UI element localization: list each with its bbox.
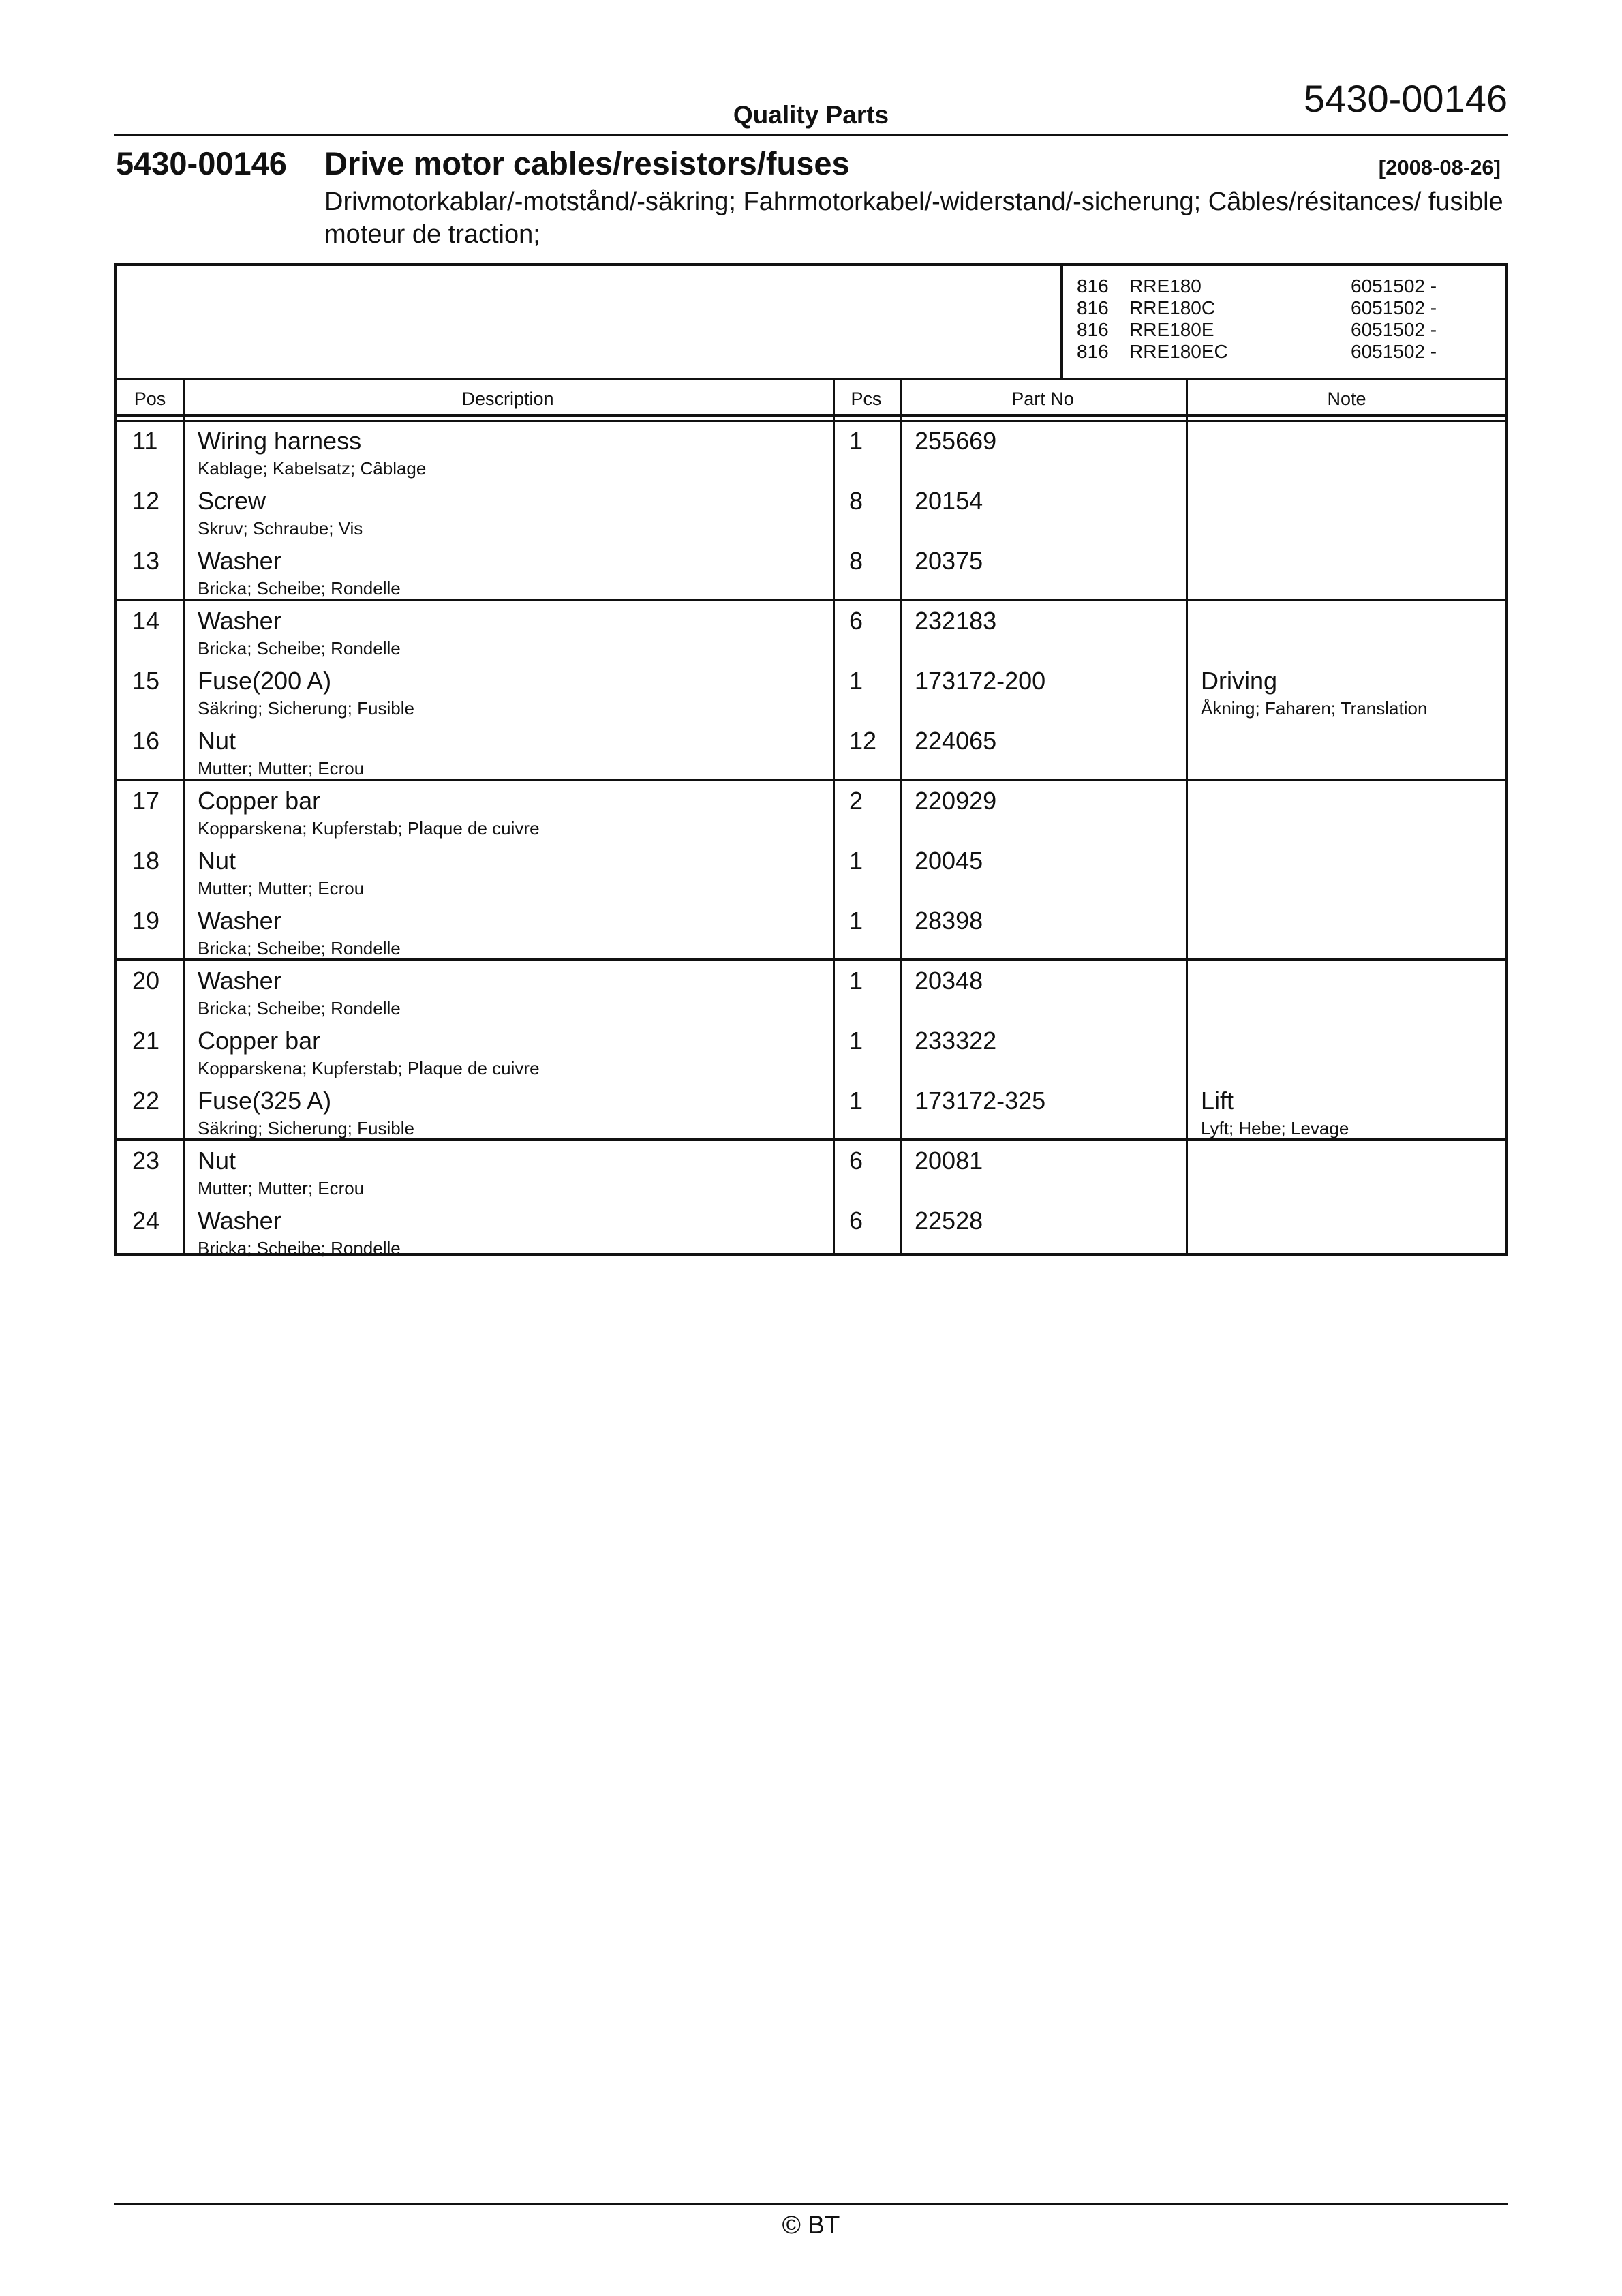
- row-description: Fuse(200 A): [198, 667, 332, 695]
- row-part-no: 20081: [915, 1147, 983, 1175]
- row-part-no: 233322: [915, 1027, 997, 1055]
- row-pos: 18: [132, 847, 160, 875]
- col-divider: [900, 378, 902, 1256]
- row-pos: 24: [132, 1207, 160, 1235]
- header-top-rule: [117, 378, 1505, 380]
- row-pcs: 1: [849, 1027, 863, 1055]
- row-part-no: 22528: [915, 1207, 983, 1235]
- col-header-note: Note: [1327, 389, 1366, 409]
- row-description: Nut: [198, 727, 236, 755]
- header-bottom-rule-2: [117, 420, 1505, 422]
- col-divider: [1186, 378, 1188, 1256]
- document-title: Drive motor cables/resistors/fuses: [324, 145, 850, 181]
- row-part-no: 20045: [915, 847, 983, 875]
- row-description: Nut: [198, 847, 236, 875]
- document-date: [2008-08-26]: [1378, 155, 1501, 179]
- row-description: Copper bar: [198, 787, 321, 815]
- row-pos: 16: [132, 727, 160, 755]
- model-code: 816: [1077, 275, 1109, 297]
- parts-table: [114, 263, 1508, 1256]
- row-pcs: 1: [849, 667, 863, 695]
- row-description-translations: Bricka; Scheibe; Rondelle: [198, 638, 401, 659]
- row-part-no: 173172-325: [915, 1087, 1046, 1115]
- col-header-pos: Pos: [134, 389, 166, 409]
- row-pcs: 1: [849, 967, 863, 995]
- row-description-translations: Bricka; Scheibe; Rondelle: [198, 578, 401, 599]
- row-description: Wiring harness: [198, 427, 362, 455]
- col-divider: [183, 378, 185, 1256]
- row-description: Washer: [198, 547, 281, 575]
- col-header-part-no: Part No: [1011, 389, 1074, 409]
- model-serial: 6051502 -: [1351, 319, 1437, 340]
- row-part-no: 232183: [915, 607, 997, 635]
- row-part-no: 20154: [915, 487, 983, 515]
- row-description: Copper bar: [198, 1027, 321, 1055]
- header-title: Quality Parts: [733, 101, 889, 129]
- row-part-no: 20348: [915, 967, 983, 995]
- row-part-no: 173172-200: [915, 667, 1046, 695]
- row-description: Screw: [198, 487, 266, 515]
- row-description-translations: Säkring; Sicherung; Fusible: [198, 1118, 414, 1138]
- row-part-no: 220929: [915, 787, 997, 815]
- footer-rule: [114, 2203, 1508, 2205]
- col-divider: [833, 378, 835, 1256]
- row-description-translations: Mutter; Mutter; Ecrou: [198, 758, 365, 779]
- row-description-translations: Mutter; Mutter; Ecrou: [198, 878, 365, 898]
- row-part-no: 255669: [915, 427, 997, 455]
- row-pcs: 1: [849, 427, 863, 455]
- row-note: Driving: [1201, 667, 1278, 695]
- row-part-no: 20375: [915, 547, 983, 575]
- row-pcs: 8: [849, 487, 863, 515]
- model-serial: 6051502 -: [1351, 297, 1437, 318]
- header-bottom-rule: [117, 414, 1505, 417]
- row-description: Nut: [198, 1147, 236, 1175]
- row-description-translations: Bricka; Scheibe; Rondelle: [198, 938, 401, 958]
- model-code: 816: [1077, 297, 1109, 318]
- row-pcs: 1: [849, 847, 863, 875]
- row-pos: 19: [132, 907, 160, 935]
- row-note-translations: Åkning; Faharen; Translation: [1201, 698, 1428, 719]
- col-header-description: Description: [461, 389, 554, 409]
- models-divider: [1060, 266, 1063, 378]
- model-serial: 6051502 -: [1351, 275, 1437, 297]
- row-pcs: 1: [849, 1087, 863, 1115]
- row-description-translations: Säkring; Sicherung; Fusible: [198, 698, 414, 719]
- model-code: 816: [1077, 319, 1109, 340]
- row-pos: 20: [132, 967, 160, 995]
- row-pcs: 2: [849, 787, 863, 815]
- col-header-pcs: Pcs: [851, 389, 882, 409]
- model-name: RRE180EC: [1129, 341, 1228, 362]
- row-description-translations: Bricka; Scheibe; Rondelle: [198, 998, 401, 1018]
- row-description: Washer: [198, 1207, 281, 1235]
- row-pcs: 6: [849, 1147, 863, 1175]
- row-pcs: 6: [849, 607, 863, 635]
- row-description: Washer: [198, 607, 281, 635]
- model-name: RRE180E: [1129, 319, 1214, 340]
- row-pos: 15: [132, 667, 160, 695]
- row-pcs: 8: [849, 547, 863, 575]
- header-document-code: 5430-00146: [1304, 77, 1508, 120]
- row-pcs: 6: [849, 1207, 863, 1235]
- row-pcs: 12: [849, 727, 877, 755]
- row-description-translations: Kablage; Kabelsatz; Câblage: [198, 458, 427, 479]
- document-number: 5430-00146: [116, 145, 287, 181]
- row-part-no: 28398: [915, 907, 983, 935]
- row-pos: 23: [132, 1147, 160, 1175]
- row-pcs: 1: [849, 907, 863, 935]
- model-name: RRE180: [1129, 275, 1202, 297]
- row-pos: 22: [132, 1087, 160, 1115]
- row-note: Lift: [1201, 1087, 1234, 1115]
- footer-copyright: © BT: [782, 2211, 840, 2239]
- row-pos: 21: [132, 1027, 160, 1055]
- row-note-translations: Lyft; Hebe; Levage: [1201, 1118, 1349, 1138]
- row-pos: 11: [132, 427, 158, 455]
- row-description: Fuse(325 A): [198, 1087, 332, 1115]
- row-pos: 12: [132, 487, 160, 515]
- row-pos: 13: [132, 547, 160, 575]
- row-description-translations: Mutter; Mutter; Ecrou: [198, 1178, 365, 1198]
- header-rule: [114, 134, 1508, 136]
- row-description-translations: Kopparskena; Kupferstab; Plaque de cuivre: [198, 818, 540, 839]
- row-description-translations: Bricka; Scheibe; Rondelle: [198, 1238, 401, 1258]
- model-name: RRE180C: [1129, 297, 1216, 318]
- model-serial: 6051502 -: [1351, 341, 1437, 362]
- row-description-translations: Skruv; Schraube; Vis: [198, 518, 363, 539]
- row-description-translations: Kopparskena; Kupferstab; Plaque de cuivre: [198, 1058, 540, 1078]
- model-code: 816: [1077, 341, 1109, 362]
- row-part-no: 224065: [915, 727, 997, 755]
- document-subtitle: Drivmotorkablar/-motstånd/-säkring; Fahrmotorkabel/-widerstand/-sicherung; Câbles/résitances/ fusible moteur de traction;: [324, 187, 1503, 249]
- row-pos: 14: [132, 607, 160, 635]
- row-description: Washer: [198, 967, 281, 995]
- row-description: Washer: [198, 907, 281, 935]
- row-pos: 17: [132, 787, 160, 815]
